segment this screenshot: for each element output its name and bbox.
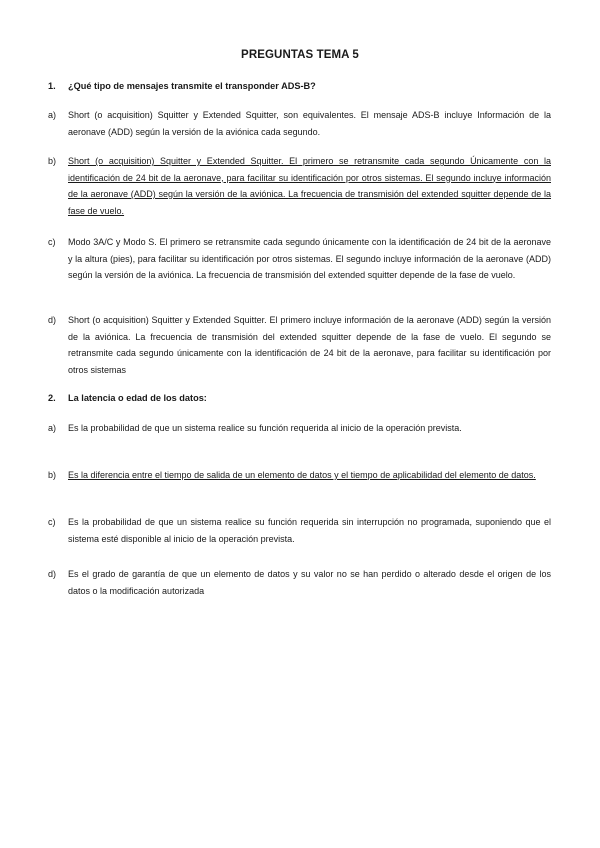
option-label: d)	[48, 569, 57, 579]
option-label: a)	[48, 423, 57, 433]
option-text: Es el grado de garantía de que un elemento de datos y su valor no se han perdido o alterado desde el origen de los datos o la modificación autorizada	[68, 569, 551, 596]
option-label: b)	[48, 470, 57, 480]
option-text: Short (o acquisition) Squitter y Extended Squitter. El primero incluye información de la aeronave (ADD) según la versión de la aviónica. La frecuencia de transmisión del extended squitter depende de la fase de vuelo. El segundo se retransmite cada segundo únicamente con la identificación de 24 bit de la aeronave, para facilitar su identificación por otros sistemas	[68, 315, 551, 375]
option-label: b)	[48, 156, 57, 166]
question-text: La latencia o edad de los datos:	[68, 393, 207, 403]
option-text: Modo 3A/C y Modo S. El primero se retransmite cada segundo únicamente con la identificación de 24 bit de la aeronave y la altura (pies), para facilitar su identificación por otros sistemas. El segundo incluye información de la aeronave (ADD) según la versión de la aviónica. La frecuencia de transmisión del extended squitter depende de la fase de vuelo.	[68, 237, 551, 280]
option-text-correct: Es la diferencia entre el tiempo de salida de un elemento de datos y el tiempo de aplicabilidad del elemento de datos.	[68, 470, 536, 480]
option-text-correct: Short (o acquisition) Squitter y Extended Squitter. El primero se retransmite cada segundo Únicamente con la identificación de 24 bit de la aeronave, para facilitar su identificación por otros sistemas. El segundo incluye información de la aeronave (ADD) según la versión de la aviónica. La frecuencia de transmisión del extended squitter depende de la fase de vuelo.	[68, 156, 551, 216]
q2-option-b	[48, 467, 551, 484]
q2-option-c	[48, 514, 551, 547]
question-text: ¿Qué tipo de mensajes transmite el transponder ADS-B?	[68, 81, 316, 91]
document-title: PREGUNTAS TEMA 5	[241, 49, 359, 61]
q2-option-a	[48, 420, 551, 437]
q1-option-b	[48, 153, 551, 219]
option-label: d)	[48, 315, 57, 325]
option-text: Short (o acquisition) Squitter y Extended Squitter, son equivalentes. El mensaje ADS-B incluye Información de la aeronave (ADD) según la versión de la aviónica cada segundo.	[68, 110, 551, 137]
question-number: 1.	[48, 81, 56, 91]
option-label: c)	[48, 237, 56, 247]
q1-option-a	[48, 107, 551, 140]
q1-option-d	[48, 312, 551, 378]
option-label: c)	[48, 517, 56, 527]
question-number: 2.	[48, 393, 56, 403]
option-label: a)	[48, 110, 57, 120]
q2-option-d	[48, 566, 551, 599]
option-text: Es la probabilidad de que un sistema realice su función requerida al inicio de la operación prevista.	[68, 423, 462, 433]
option-text: Es la probabilidad de que un sistema realice su función requerida sin interrupción no programada, suponiendo que el sistema esté disponible al inicio de la operación prevista.	[68, 517, 551, 544]
q1-option-c	[48, 234, 551, 284]
